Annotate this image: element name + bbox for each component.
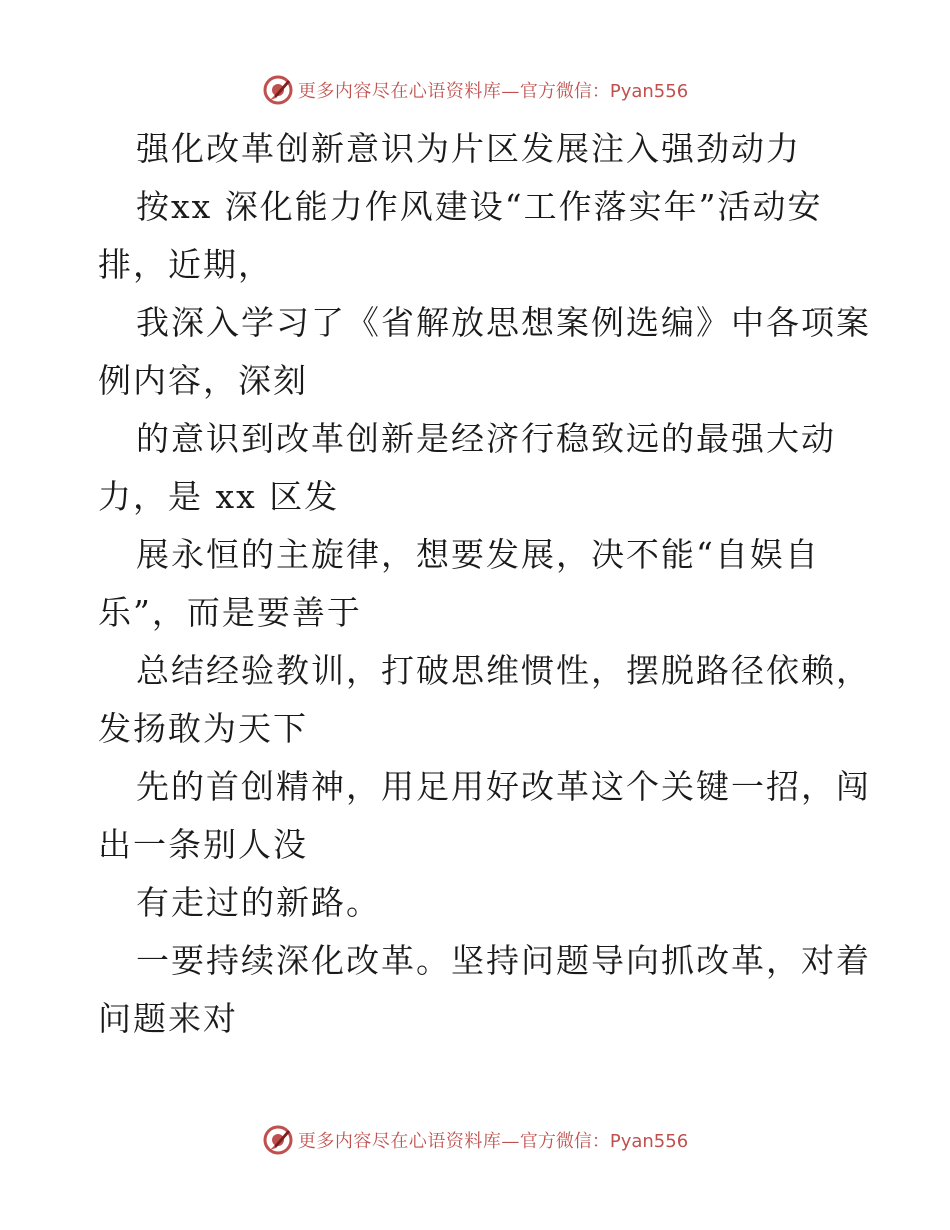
footer-wechat-text: 官方微信：Pyan556 [519, 1131, 689, 1152]
doc-line: 先的首创精神，用足用好改革这个关键一招，闯 [136, 767, 871, 806]
doc-line: 一要持续深化改革。坚持问题导向抓改革，对着 [136, 941, 871, 980]
doc-line: 力，是 xx 区发 [98, 477, 340, 516]
doc-line: 排，近期， [98, 245, 273, 284]
doc-line: 问题来对 [98, 999, 238, 1038]
doc-line: 有走过的新路。 [136, 883, 381, 922]
footer-site-text: 更多内容尽在心语资料库— [297, 1131, 520, 1152]
doc-line: 按xx 深化能力作风建设“工作落实年”活动安 [136, 187, 823, 226]
quill-logo-icon [262, 1124, 294, 1156]
doc-title: 强化改革创新意识为片区发展注入强劲动力 [136, 129, 801, 168]
doc-line: 乐”，而是要善于 [98, 593, 362, 632]
doc-line: 出一条别人没 [98, 825, 308, 864]
quill-logo-icon [262, 74, 294, 106]
document-body [98, 120, 871, 1048]
footer-banner [0, 1120, 950, 1160]
doc-line: 我深入学习了《省解放思想案例选编》中各项案 [136, 303, 871, 342]
header-site-text: 更多内容尽在心语资料库— [297, 81, 520, 102]
doc-line: 发扬敢为天下 [98, 709, 308, 748]
header-wechat-text: 官方微信：Pyan556 [519, 81, 689, 102]
doc-line: 例内容，深刻 [98, 361, 308, 400]
header-banner [0, 70, 950, 110]
doc-line: 的意识到改革创新是经济行稳致远的最强大动 [136, 419, 836, 458]
doc-line: 总结经验教训，打破思维惯性，摆脱路径依赖， [136, 651, 871, 690]
doc-line: 展永恒的主旋律，想要发展，决不能“自娱自 [136, 535, 820, 574]
